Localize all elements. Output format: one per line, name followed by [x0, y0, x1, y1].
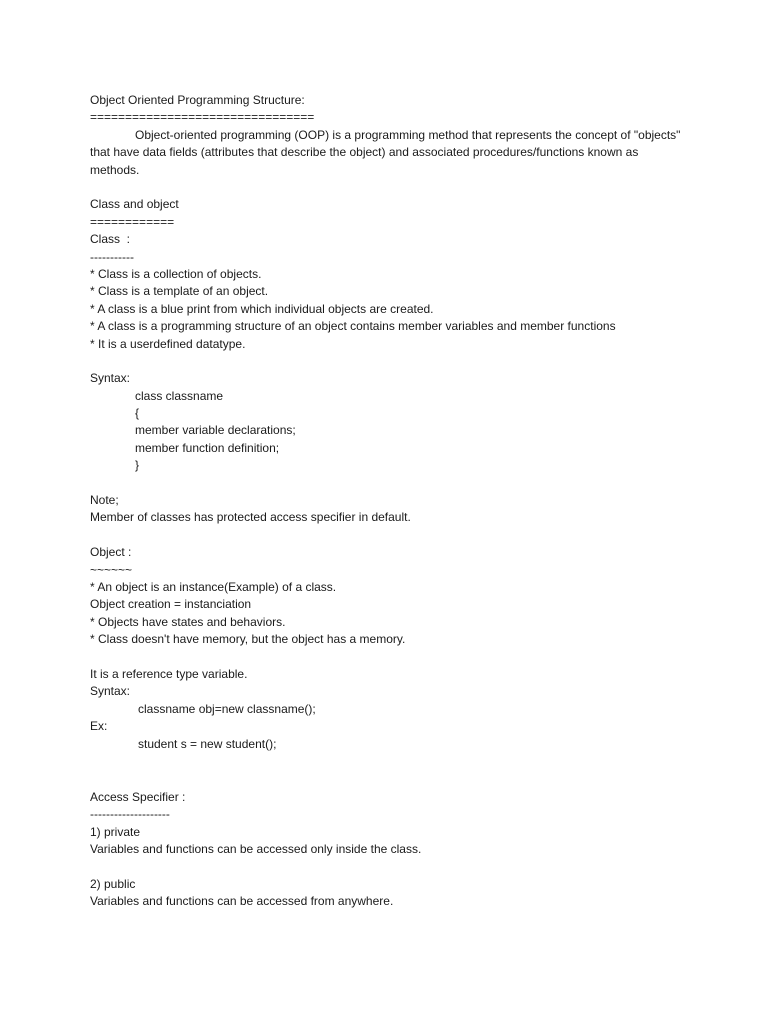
note-text: Member of classes has protected access specifier in default. [90, 510, 411, 525]
spacer [90, 353, 690, 370]
class-bullet: * Class is a collection of objects. [90, 266, 262, 281]
object-line: * Class doesn't have memory, but the object has a memory. [90, 632, 406, 647]
class-syntax-line: member function definition; [135, 440, 280, 455]
class-bullet: * Class is a template of an object. [90, 284, 269, 299]
example-code: student s = new student(); [138, 736, 277, 751]
class-bullet: * A class is a programming structure of an object contains member variables and member functions [90, 319, 616, 334]
object-heading: Object : [90, 545, 132, 560]
object-line: Object creation = instanciation [90, 597, 252, 612]
object-line: * Objects have states and behaviors. [90, 614, 286, 629]
reference-text: It is a reference type variable. [90, 666, 248, 681]
object-underline: ~~~~~~ [90, 562, 133, 577]
spacer [90, 527, 690, 544]
private-text: Variables and functions can be accessed only inside the class. [90, 841, 422, 856]
object-syntax-label: Syntax: [90, 684, 131, 699]
spacer [90, 770, 690, 789]
title-underline: ================================ [90, 110, 315, 125]
access-heading: Access Specifier : [90, 789, 186, 804]
example-label: Ex: [90, 719, 108, 734]
class-and-object-heading: Class and object [90, 197, 179, 212]
intro-text: Object-oriented programming (OOP) is a programming method that represents the concept of "objects" that have data fields (attributes that describe the object) and associated procedures/functions known as methods. [90, 127, 681, 177]
public-text: Variables and functions can be accessed from anywhere. [90, 894, 394, 909]
class-syntax-label: Syntax: [90, 371, 131, 386]
class-syntax-line: class classname [135, 388, 224, 403]
class-underline: ----------- [90, 249, 134, 264]
private-label: 1) private [90, 824, 141, 839]
access-underline: -------------------- [90, 807, 170, 822]
public-label: 2) public [90, 876, 136, 891]
intro-paragraph [90, 127, 682, 179]
spacer [90, 753, 690, 770]
spacer [90, 475, 690, 492]
class-syntax-line: { [135, 406, 140, 421]
class-bullet: * It is a userdefined datatype. [90, 336, 246, 351]
class-and-object-underline: ============ [90, 214, 175, 229]
class-bullet: * A class is a blue print from which individual objects are created. [90, 301, 434, 316]
class-heading: Class : [90, 232, 131, 247]
class-syntax-line: } [135, 458, 140, 473]
object-line: * An object is an instance(Example) of a class. [90, 579, 337, 594]
class-syntax-line: member variable declarations; [135, 423, 296, 438]
spacer [90, 649, 690, 666]
document-title: Object Oriented Programming Structure: [90, 93, 305, 107]
object-syntax-code: classname obj=new classname(); [138, 701, 316, 716]
note-label: Note; [90, 493, 119, 508]
spacer [90, 858, 690, 875]
spacer [90, 179, 690, 196]
document-body [90, 92, 690, 911]
